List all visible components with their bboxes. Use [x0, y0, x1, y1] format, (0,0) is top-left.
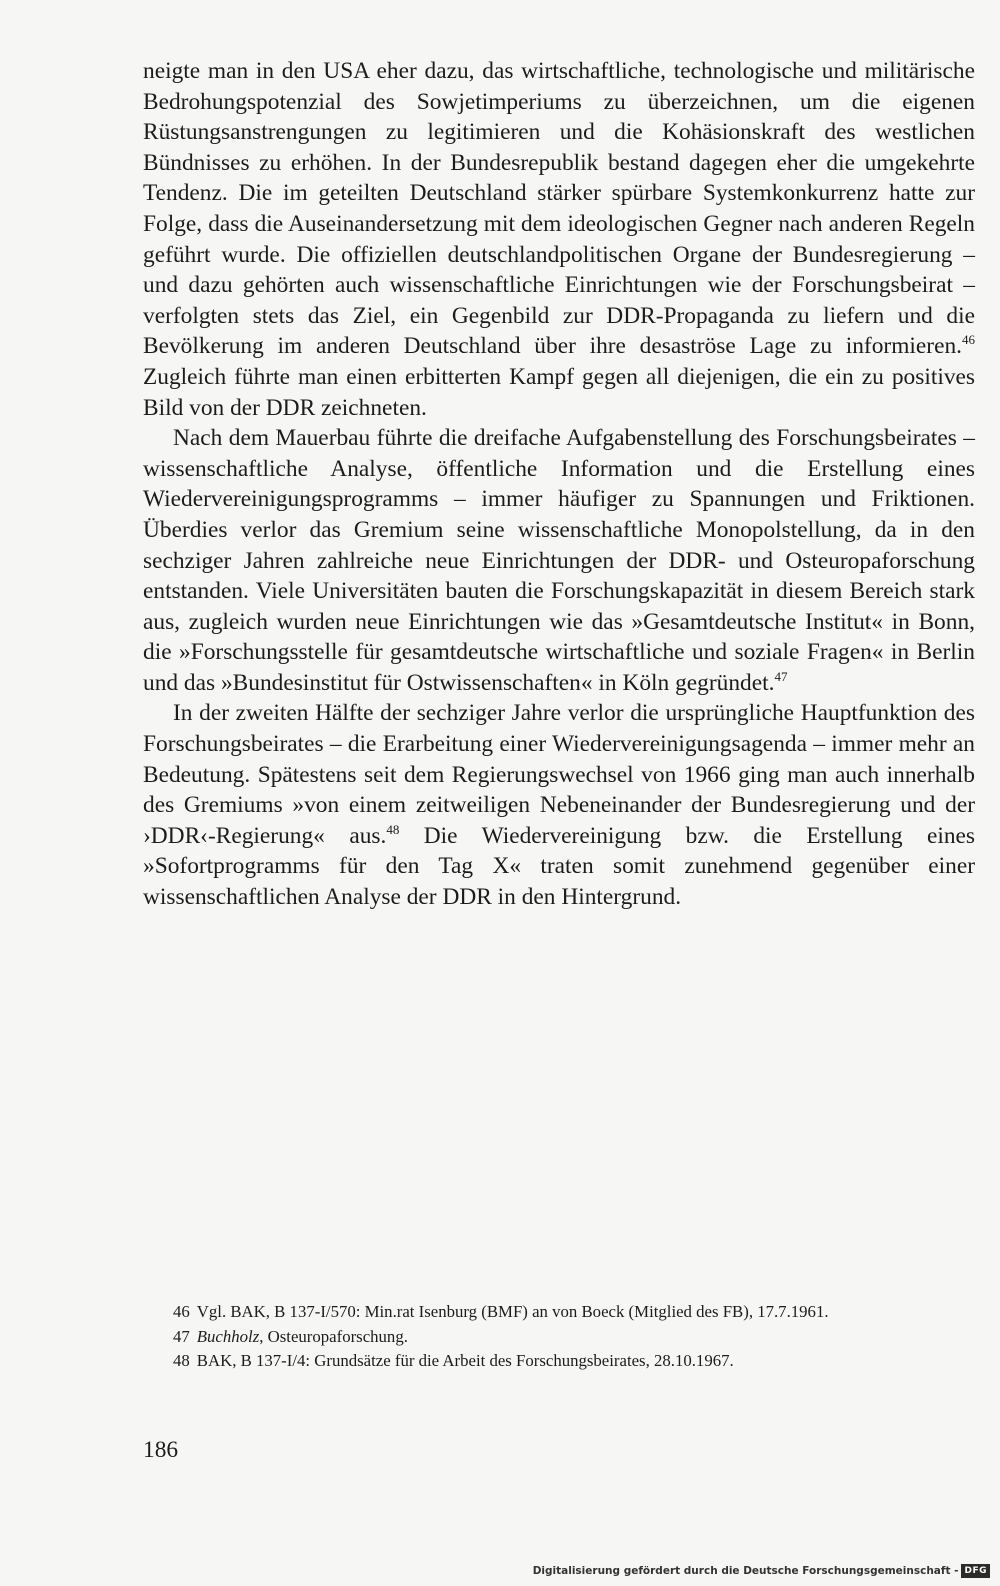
paragraph-3: [143, 698, 975, 912]
body-text: [143, 56, 975, 913]
paragraph-2-text: Nach dem Mauerbau führte die dreifache Aufgabenstellung des Forschungsbeirates – wissenschaftliche Analyse, öffentliche Information und die Erstellung eines Wiedervereinigungsprogramms – immer häufiger zu Spannungen und Friktionen. Überdies verlor das Gremium seine wissenschaftliche Monopolstellung, da in den sechziger Jahren zahlreiche neue Einrichtungen der DDR- und Osteuropaforschung entstanden. Viele Universitäten bauten die Forschungskapazität in diesem Bereich stark aus, zugleich wurden neue Einrichtungen wie das »Gesamtdeutsche Institut« in Bonn, die »Forschungsstelle für gesamtdeutsche wirtschaftliche und soziale Fragen« in Berlin und das »Bundesinstitut für Ostwissenschaften« in Köln gegründet.: [143, 425, 975, 696]
footnote-46-number: 46: [173, 1302, 190, 1321]
footnote-48: [143, 1349, 975, 1374]
credit-text: Digitalisierung gefördert durch die Deutsche Forschungsgemeinschaft -: [532, 1565, 959, 1577]
paragraph-2: [143, 423, 975, 698]
footnote-ref-46: 46: [962, 332, 975, 348]
paragraph-1-text-a: neigte man in den USA eher dazu, das wirtschaftliche, technologische und militärische Bedrohungspotenzial des Sowjetimperiums zu überzeichnen, um die eigenen Rüstungsanstrengungen zu legitimieren und die Kohäsionskraft des westlichen Bündnisses zu erhöhen. In der Bundesrepublik bestand dagegen eher die umgekehrte Tendenz. Die im geteilten Deutschland stärker spürbare Systemkonkurrenz hatte zur Folge, dass die Auseinandersetzung mit dem ideologischen Gegner nach anderen Regeln geführt wurde. Die offiziellen deutschlandpolitischen Organe der Bundesregierung – und dazu gehörten auch wissenschaftliche Einrichtungen wie der Forschungsbeirat – verfolgten stets das Ziel, ein Gegenbild zur DDR-Propaganda zu liefern und die Bevölkerung im anderen Deutschland über ihre desaströse Lage zu informieren.: [143, 58, 975, 360]
page-number: 186: [143, 1437, 179, 1463]
digitization-credit: [533, 1562, 990, 1580]
footnote-ref-47: 47: [774, 668, 788, 684]
paragraph-1-text-b: Zugleich führte man einen erbitterten Kampf gegen all diejenigen, die ein zu positives Bild von der DDR zeichneten.: [143, 363, 975, 421]
paragraph-3-text-b: Die Wiedervereinigung bzw. die Erstellung eines »Sofortprogramms für den Tag X« traten somit zunehmend gegenüber einer wissenschaftlichen Analyse der DDR in den Hintergrund.: [143, 822, 976, 911]
footnote-48-text: BAK, B 137-I/4: Grundsätze für die Arbeit des Forschungsbeirates, 28.10.1967.: [196, 1351, 734, 1371]
footnote-46: [143, 1300, 975, 1325]
footnote-46-text: Vgl. BAK, B 137-I/570: Min.rat Isenburg (BMF) an von Boeck (Mitglied des FB), 17.7.1961.: [196, 1302, 829, 1321]
footnote-ref-48: 48: [386, 821, 400, 837]
footnote-47: [143, 1325, 975, 1350]
footnotes: [143, 1300, 975, 1374]
paragraph-3-text-a: In der zweiten Hälfte der sechziger Jahre verlor die ursprüngliche Hauptfunktion des Forschungsbeirates – die Erarbeitung einer Wiedervereinigungsagenda – immer mehr an Bedeutung. Spätestens seit dem Regierungswechsel von 1966 ging man auch innerhalb des Gremiums »von einem zeitweiligen Nebeneinander der Bundesregierung und der ›DDR‹-Regierung« aus.: [143, 700, 975, 849]
dfg-logo-icon: DFG: [961, 1564, 990, 1578]
footnote-48-number: 48: [173, 1351, 190, 1371]
paragraph-1: [143, 56, 975, 423]
footnote-47-author: Buchholz: [196, 1326, 260, 1346]
footnote-47-number: 47: [173, 1326, 190, 1346]
footnote-47-text: , Osteuropaforschung.: [259, 1326, 408, 1346]
